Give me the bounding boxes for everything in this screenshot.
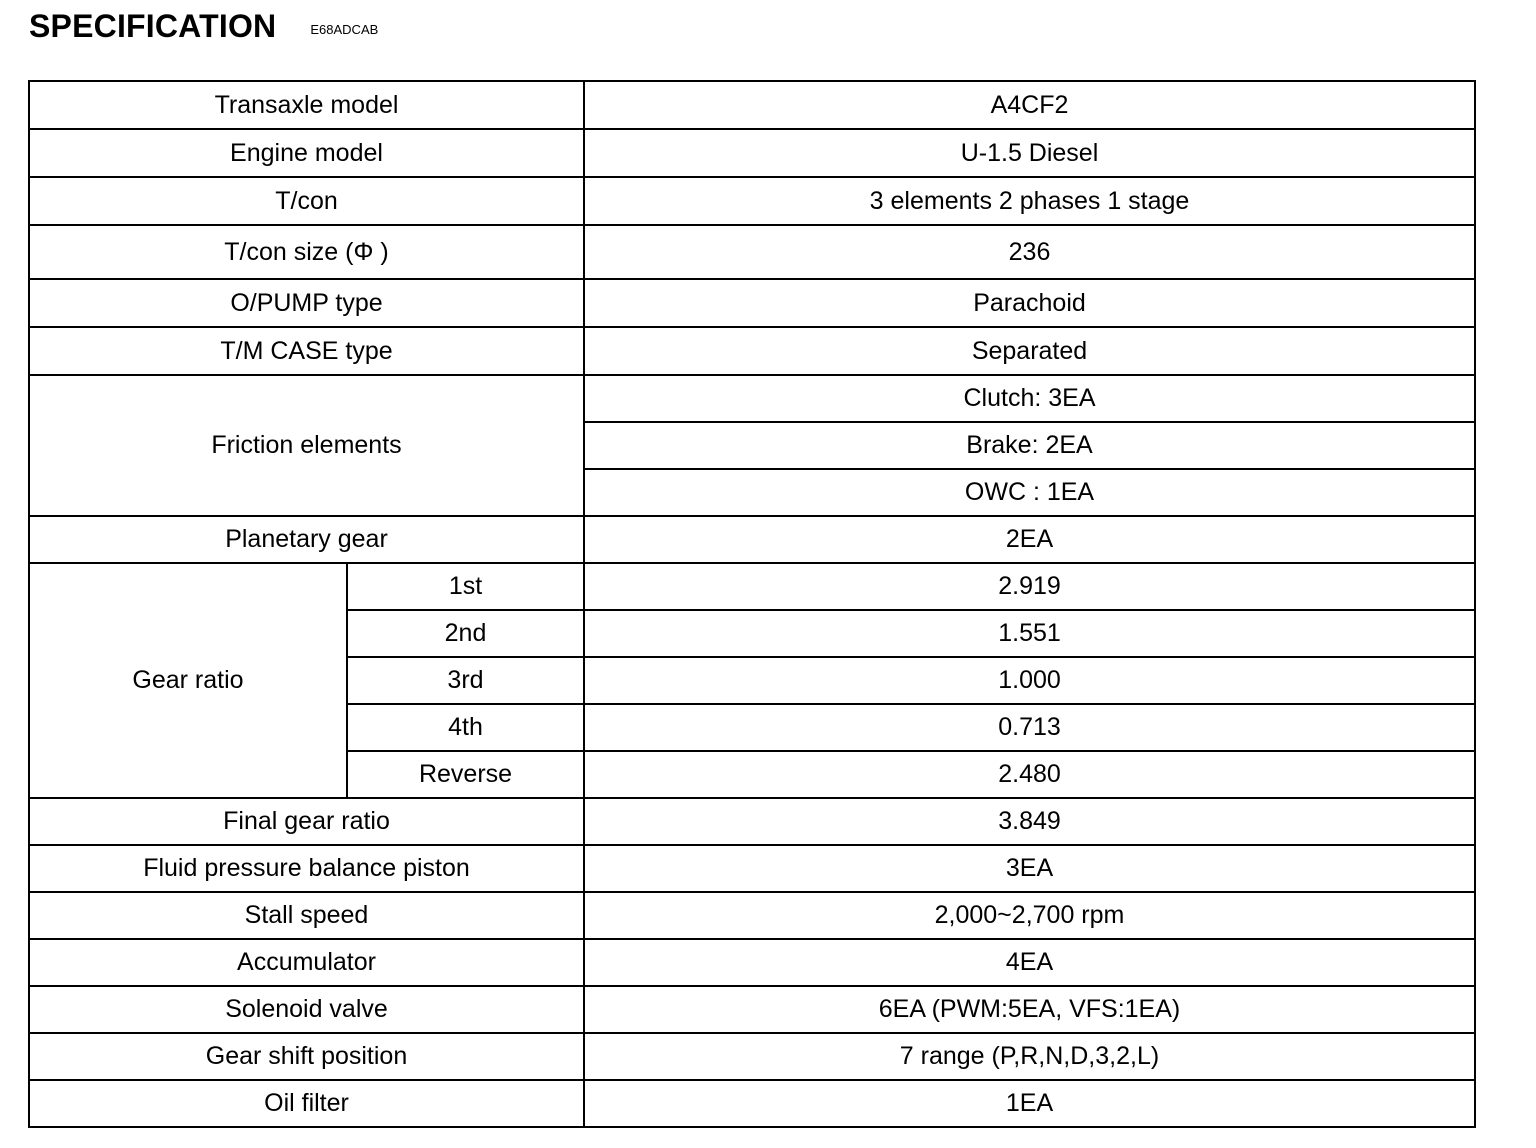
spec-label: Stall speed bbox=[29, 892, 584, 939]
table-row bbox=[29, 375, 1475, 422]
spec-label: T/con size (Φ ) bbox=[29, 225, 584, 279]
spec-value: Parachoid bbox=[584, 279, 1475, 327]
spec-label: Accumulator bbox=[29, 939, 584, 986]
spec-value: 2EA bbox=[584, 516, 1475, 563]
spec-value: 4EA bbox=[584, 939, 1475, 986]
spec-value: U-1.5 Diesel bbox=[584, 129, 1475, 177]
table-row bbox=[29, 798, 1475, 845]
gear-label: 3rd bbox=[347, 657, 584, 704]
page-title: SPECIFICATION bbox=[29, 7, 277, 44]
table-row bbox=[29, 1080, 1475, 1127]
spec-value: Clutch: 3EA bbox=[584, 375, 1475, 422]
spec-label: Engine model bbox=[29, 129, 584, 177]
spec-value: 236 bbox=[584, 225, 1475, 279]
table-row bbox=[29, 939, 1475, 986]
spec-value: 7 range (P,R,N,D,3,2,L) bbox=[584, 1033, 1475, 1080]
spec-label: Friction elements bbox=[29, 375, 584, 516]
spec-value: 0.713 bbox=[584, 704, 1475, 751]
page-header bbox=[29, 4, 378, 48]
spec-label: T/M CASE type bbox=[29, 327, 584, 375]
spec-label: Fluid pressure balance piston bbox=[29, 845, 584, 892]
spec-label: T/con bbox=[29, 177, 584, 225]
table-row bbox=[29, 225, 1475, 279]
table-row bbox=[29, 81, 1475, 129]
table-row bbox=[29, 845, 1475, 892]
table-row bbox=[29, 892, 1475, 939]
gear-label: 2nd bbox=[347, 610, 584, 657]
table-row bbox=[29, 129, 1475, 177]
document-code: E68ADCAB bbox=[310, 21, 379, 37]
spec-label: Gear shift position bbox=[29, 1033, 584, 1080]
spec-value: 1.000 bbox=[584, 657, 1475, 704]
spec-value: A4CF2 bbox=[584, 81, 1475, 129]
spec-value: 2,000~2,700 rpm bbox=[584, 892, 1475, 939]
spec-label: Planetary gear bbox=[29, 516, 584, 563]
spec-value: 6EA (PWM:5EA, VFS:1EA) bbox=[584, 986, 1475, 1033]
spec-value: 3EA bbox=[584, 845, 1475, 892]
spec-label: Solenoid valve bbox=[29, 986, 584, 1033]
gear-label: 1st bbox=[347, 563, 584, 610]
spec-label: Transaxle model bbox=[29, 81, 584, 129]
table-row bbox=[29, 516, 1475, 563]
spec-value: OWC : 1EA bbox=[584, 469, 1475, 516]
gear-label: 4th bbox=[347, 704, 584, 751]
table-row bbox=[29, 177, 1475, 225]
spec-label: Final gear ratio bbox=[29, 798, 584, 845]
table-row bbox=[29, 279, 1475, 327]
spec-value: 3 elements 2 phases 1 stage bbox=[584, 177, 1475, 225]
table-row bbox=[29, 986, 1475, 1033]
spec-value: 2.480 bbox=[584, 751, 1475, 798]
spec-value: 3.849 bbox=[584, 798, 1475, 845]
spec-value: 1.551 bbox=[584, 610, 1475, 657]
spec-value: 2.919 bbox=[584, 563, 1475, 610]
spec-label: O/PUMP type bbox=[29, 279, 584, 327]
spec-value: 1EA bbox=[584, 1080, 1475, 1127]
spec-value: Brake: 2EA bbox=[584, 422, 1475, 469]
spec-label: Gear ratio bbox=[29, 563, 347, 798]
specification-table bbox=[28, 80, 1476, 1128]
spec-label: Oil filter bbox=[29, 1080, 584, 1127]
spec-value: Separated bbox=[584, 327, 1475, 375]
table-row bbox=[29, 327, 1475, 375]
table-row bbox=[29, 1033, 1475, 1080]
table-row bbox=[29, 563, 1475, 610]
gear-label: Reverse bbox=[347, 751, 584, 798]
